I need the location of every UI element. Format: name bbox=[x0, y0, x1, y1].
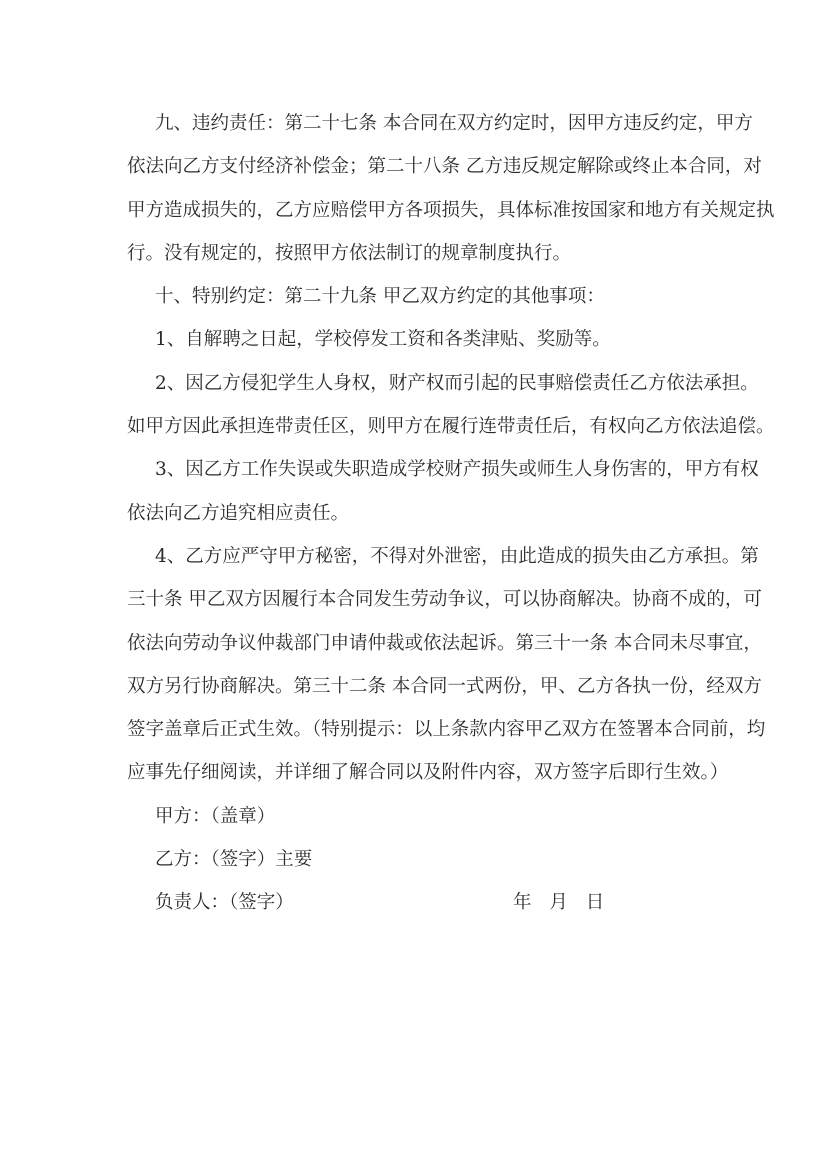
paragraph bbox=[127, 362, 775, 449]
paragraph-line: 三十条 甲乙双方因履行本合同发生劳动争议，可以协商解决。协商不成的，可 bbox=[127, 589, 762, 611]
responsible-signature-row bbox=[127, 881, 709, 924]
paragraph bbox=[127, 535, 766, 795]
paragraph-line: 依法向乙方支付经济补偿金；第二十八条 乙方违反规定解除或终止本合同，对 bbox=[127, 156, 762, 178]
paragraph-line: 甲方造成损失的，乙方应赔偿甲方各项损失，具体标准按国家和地方有关规定执 bbox=[127, 199, 775, 221]
paragraph bbox=[127, 448, 759, 535]
paragraph-line: 依法向劳动争议仲裁部门申请仲裁或依法起诉。第三十一条 本合同未尽事宜， bbox=[127, 632, 762, 654]
party-b-signature: 乙方：（签字）主要 bbox=[155, 849, 313, 871]
paragraph-line: 2、因乙方侵犯学生人身权，财产权而引起的民事赔偿责任乙方依法承担。 bbox=[155, 372, 759, 394]
paragraph-line: 如甲方因此承担连带责任区，则甲方在履行连带责任后，有权向乙方依法追偿。 bbox=[127, 416, 775, 438]
contract-body bbox=[127, 102, 775, 795]
paragraph-line: 九、违约责任：第二十七条 本合同在双方约定时，因甲方违反约定，甲方 bbox=[155, 113, 753, 134]
paragraph-line: 应事先仔细阅读，并详细了解合同以及附件内容，双方签字后即行生效。） bbox=[127, 762, 729, 784]
paragraph-line: 行。没有规定的，按照甲方依法制订的规章制度执行。 bbox=[127, 242, 572, 264]
paragraph-line: 双方另行协商解决。第三十二条 本合同一式两份，甲、乙方各执一份，经双方 bbox=[127, 675, 762, 697]
paragraph bbox=[127, 102, 775, 275]
paragraph bbox=[127, 275, 709, 318]
paragraph-line: 十、特别约定：第二十九条 甲乙双方约定的其他事项： bbox=[155, 286, 605, 308]
party-a-signature: 甲方：（盖章） bbox=[155, 805, 276, 827]
paragraph bbox=[127, 318, 709, 361]
paragraph-line: 4、乙方应严守甲方秘密，不得对外泄密，由此造成的损失由乙方承担。第 bbox=[155, 545, 759, 567]
paragraph-line: 签字盖章后正式生效。（特别提示：以上条款内容甲乙双方在签署本合同前，均 bbox=[127, 719, 766, 741]
signature-date: 年 月 日 bbox=[513, 892, 605, 914]
document-page bbox=[127, 102, 775, 925]
paragraph-line: 3、因乙方工作失误或失职造成学校财产损失或师生人身伤害的，甲方有权 bbox=[155, 459, 759, 481]
paragraph-line: 1、自解聘之日起，学校停发工资和各类津贴、奖励等。 bbox=[155, 329, 611, 351]
paragraph-line: 依法向乙方追究相应责任。 bbox=[127, 502, 350, 524]
responsible-signature: 负责人：（签字） bbox=[155, 892, 294, 914]
